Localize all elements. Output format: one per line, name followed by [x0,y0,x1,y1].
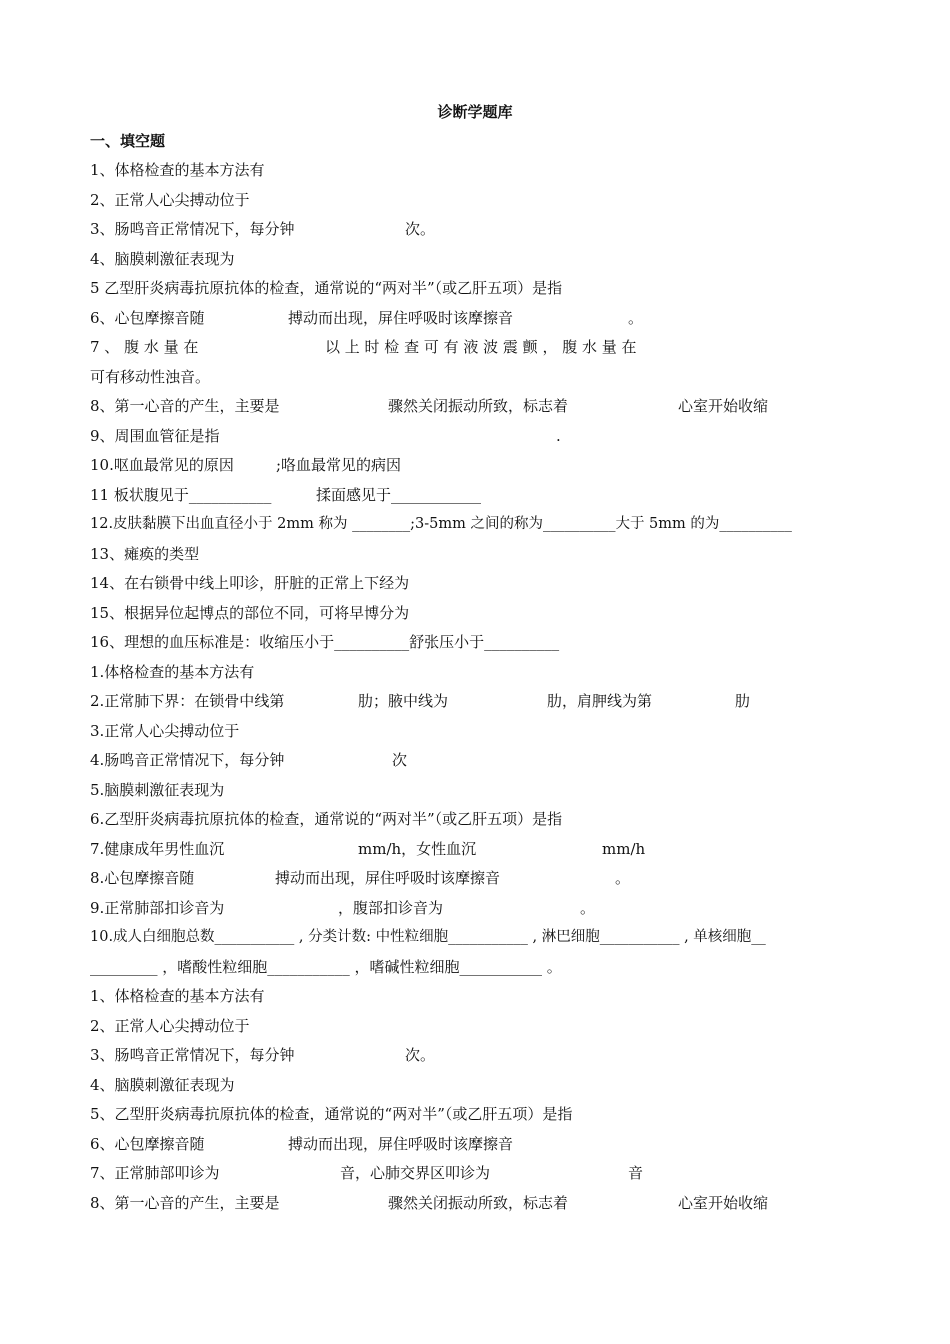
question-text: 骤然关闭振动所致，标志着 [388,1194,569,1212]
question-3 [90,218,436,240]
question-text: 5、乙型肝炎病毒抗原抗体的检查，通常说的“两对半”（或乙肝五项）是指 [90,1105,573,1123]
question-9 [90,425,561,447]
question-text: 2、正常人心尖搏动位于 [90,191,250,209]
document-title: 诊断学题库 [437,103,513,121]
question-text: 次 [392,751,408,769]
question-text: 。 [580,899,596,917]
question-7-continued [90,366,210,388]
question-c5 [90,1103,572,1125]
question-text: 音 [628,1164,644,1182]
question-text: 7、正常肺部叩诊为 [90,1164,220,1182]
question-14 [90,572,409,594]
question-text: 1、体格检查的基本方法有 [90,161,265,179]
question-text: 2.正常肺下界：在锁骨中线第 [90,692,285,710]
question-text: 。 [628,309,644,327]
question-text: . [556,427,561,445]
question-text: 骤然关闭振动所致，标志着 [388,397,569,415]
question-text: ，腹部扣诊音为 [338,899,444,917]
question-text: 5 乙型肝炎病毒抗原抗体的检查，通常说的“两对半”（或乙肝五项）是指 [90,279,563,297]
question-text: 揉面感见于____________ [316,486,482,504]
question-text: 4、脑膜刺激征表现为 [90,1076,235,1094]
question-text: 9、周围血管征是指 [90,427,220,445]
question-text: 肋；腋中线为 [358,692,449,710]
question-10 [90,454,402,476]
question-text: 9.正常肺部扣诊音为 [90,899,225,917]
question-text: 次。 [405,1046,436,1064]
question-text: 12.皮肤黏膜下出血直径小于 2mm 称为 ________;3-5mm 之间的称为__________大于 5mm 的为__________ [90,516,792,532]
question-7 [90,336,637,358]
question-16 [90,631,559,653]
question-15 [90,602,409,624]
question-b3 [90,720,239,742]
question-b4 [90,749,408,771]
question-text: ;咯血最常见的病因 [276,456,402,474]
question-5 [90,277,562,299]
question-text: 8、第一心音的产生，主要是 [90,397,280,415]
question-text: mm/h [602,840,646,858]
question-b10-continued [90,956,562,978]
question-text: 6、心包摩擦音随 [90,1135,205,1153]
question-text: 2、正常人心尖搏动位于 [90,1017,250,1035]
question-text: 心室开始收缩 [678,1194,769,1212]
question-text: 8.心包摩擦音随 [90,869,195,887]
question-c3 [90,1044,436,1066]
question-4 [90,248,235,270]
question-text: 肋，肩胛线为第 [547,692,653,710]
question-text: 3、肠鸣音正常情况下，每分钟 [90,1046,295,1064]
question-13 [90,543,199,565]
question-text: 16、理想的血压标准是：收缩压小于__________舒张压小于__________ [90,633,560,651]
question-text: mm/h，女性血沉 [358,840,477,858]
question-text: 8、第一心音的产生，主要是 [90,1194,280,1212]
question-text: 搏动而出现，屏住呼吸时该摩擦音 [275,869,501,887]
question-b7 [90,838,646,860]
question-text: 14、在右锁骨中线上叩诊，肝脏的正常上下经为 [90,574,410,592]
question-2 [90,189,250,211]
question-text: 可有移动性浊音。 [90,368,211,386]
question-text: 3、肠鸣音正常情况下，每分钟 [90,220,295,238]
question-text: 音，心肺交界区叩诊为 [340,1164,491,1182]
question-text: 4、脑膜刺激征表现为 [90,250,235,268]
question-c7 [90,1162,644,1184]
question-11 [90,484,482,506]
question-b2 [90,690,751,712]
question-b10 [90,926,766,948]
question-text: 搏动而出现，屏住呼吸时该摩擦音 [288,309,514,327]
question-text: 肋 [735,692,751,710]
question-text: 10.呕血最常见的原因 [90,456,234,474]
question-text: 搏动而出现，屏住呼吸时该摩擦音 [288,1135,514,1153]
question-text: 4.肠鸣音正常情况下，每分钟 [90,751,285,769]
question-c8 [90,1192,769,1214]
question-text: 以 上 时 检 查 可 有 液 波 震 颤 ， 腹 水 量 在 [325,338,637,356]
question-8 [90,395,769,417]
question-b5 [90,779,224,801]
question-b9 [90,897,596,919]
question-text: 心室开始收缩 [678,397,769,415]
question-1 [90,159,265,181]
question-c6 [90,1133,514,1155]
question-text: 1、体格检查的基本方法有 [90,987,265,1005]
question-text: 5.脑膜刺激征表现为 [90,781,225,799]
question-text: 次。 [405,220,436,238]
question-text: 3.正常人心尖搏动位于 [90,722,240,740]
question-text: 7 、 腹 水 量 在 [90,338,199,356]
question-text: 。 [615,869,631,887]
question-text: 1.体格检查的基本方法有 [90,663,255,681]
question-b8 [90,867,631,889]
question-text: 13、瘫痪的类型 [90,545,200,563]
question-c1 [90,985,265,1007]
question-b1 [90,661,254,683]
question-text: 15、根据异位起博点的部位不同，可将早博分为 [90,604,410,622]
question-12 [90,513,792,535]
question-text: 10.成人白细胞总数___________ , 分类计数: 中性粒细胞___________ , 淋巴细胞___________ , 单核细胞__ [90,929,766,945]
question-6 [90,307,644,329]
question-text: _________ ，嗜酸性粒细胞___________ ，嗜碱性粒细胞___________ 。 [90,958,562,976]
question-text: 11 板状腹见于___________ [90,486,272,504]
question-b6 [90,808,562,830]
question-c2 [90,1015,250,1037]
question-text: 6.乙型肝炎病毒抗原抗体的检查，通常说的“两对半”（或乙肝五项）是指 [90,810,563,828]
question-text: 7.健康成年男性血沉 [90,840,225,858]
question-text: 6、心包摩擦音随 [90,309,205,327]
section-heading: 一、填空题 [90,132,166,150]
question-c4 [90,1074,235,1096]
